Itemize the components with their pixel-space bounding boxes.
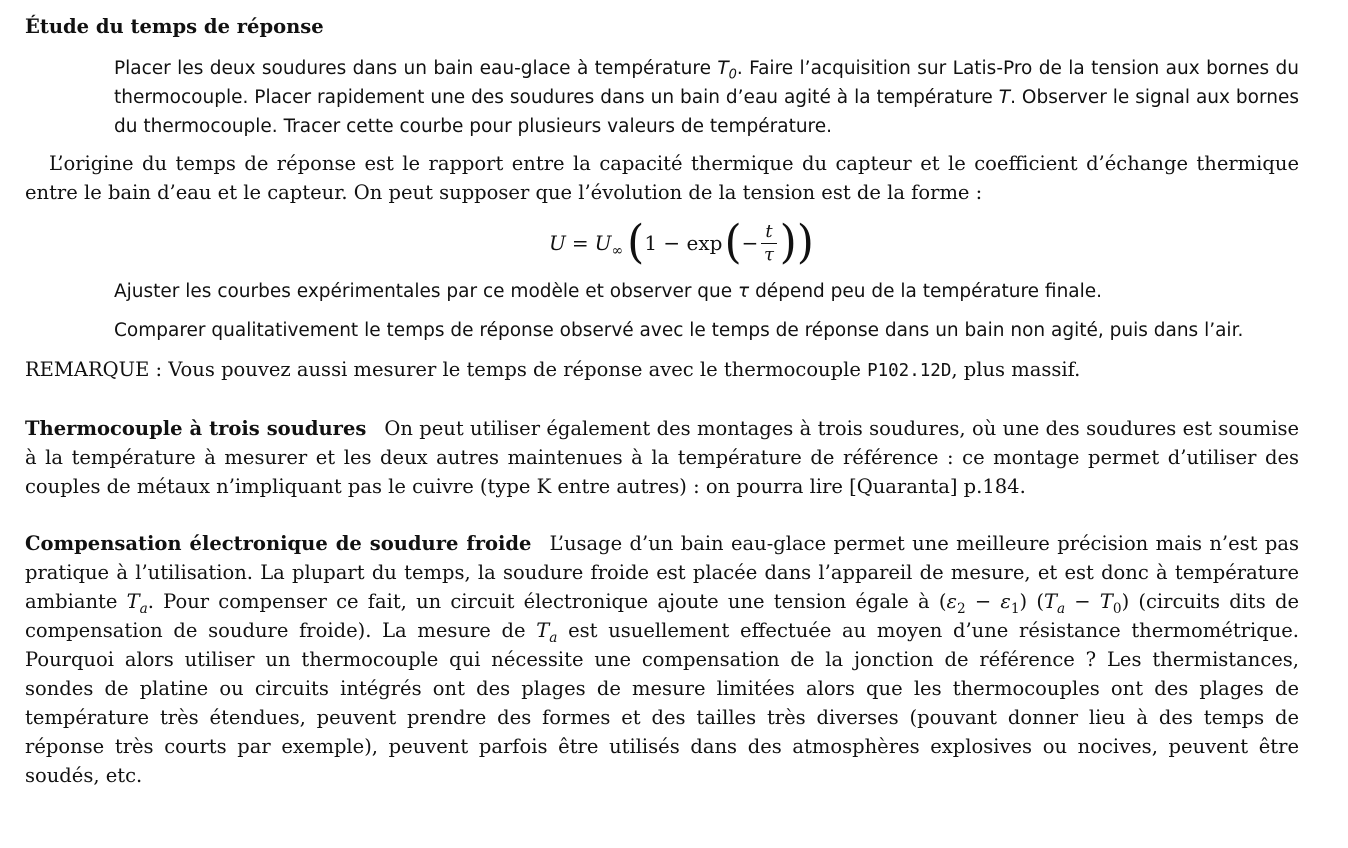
math-var: T: [536, 619, 550, 642]
paragraph-text: (circuits dits de compensation de soudure froide). La mesure de: [25, 590, 1299, 642]
math-denominator: τ: [764, 243, 774, 265]
runin-title: Compensation électronique de soudure froide: [25, 532, 532, 555]
math-numerator: t: [761, 221, 776, 244]
paragraph-text: est usuellement effectuée au moyen d’une résistance thermométrique. Pourquoi alors utiliser un thermocouple qui nécessite une compensation de la jonction de référence ? Les thermistances, sondes de platine ou circuits intégrés ont des plages de mesure limitées alors que les thermocouples ont des plages de température très étendues, peuvent prendre des formes et des tailles très diverses (pouvant donner lieu à des temps de réponse très courts par exemple), peuvent parfois être utilisés dans des atmosphères explosives ou nocives, peuvent être soudés, etc.: [25, 619, 1300, 787]
math-T0: [717, 58, 737, 83]
math-sub: 1: [1010, 600, 1020, 617]
math-paren-close: ): [796, 215, 814, 270]
math-paren-open: (: [627, 215, 645, 270]
math-equals: =: [571, 230, 589, 255]
paragraph-text: L’usage d’un bain eau-glace permet une meilleure précision mais n’est pas pratique à l’utilisation. La plupart du temps, la soudure froide est placée dans l’appareil de mesure, et est donc à température ambiante: [25, 532, 1299, 613]
math-var: T: [717, 58, 729, 79]
math-sub: a: [139, 600, 148, 617]
instruction-text: Ajuster les courbes expérimentales par ce modèle et observer que: [114, 281, 739, 302]
document-page: [25, 12, 1299, 810]
instruction-acquisition: [114, 54, 1299, 141]
math-sub: 0: [1112, 600, 1122, 617]
runin-title: Thermocouple à trois soudures: [25, 417, 367, 440]
math-var: ε: [1000, 590, 1011, 613]
remark-text: REMARQUE : Vous pouvez aussi mesurer le temps de réponse avec le thermocouple: [25, 358, 868, 381]
paragraph-cold-junction: [25, 529, 1299, 790]
math-minus: −: [1065, 590, 1100, 613]
remark: [25, 355, 1299, 386]
paragraph-text: On peut utiliser également des montages à trois soudures, où une des soudures est soumise à la température à mesurer et les deux autres maintenues à la température de référence : ce montage permet d’utiliser des couples de métaux n’impliquant pas le cuivre (type K entre autres) : on pourra lire [Quaranta] p.184.: [25, 417, 1299, 498]
math-minus: −: [741, 230, 759, 255]
math-paren-open-inner: (: [724, 215, 742, 270]
math-sub: 2: [956, 600, 966, 617]
math-sub: a: [1056, 600, 1066, 617]
math-paren-close-inner: ): [779, 215, 797, 270]
math-eps1: [1000, 590, 1020, 617]
section-heading: Étude du temps de réponse: [25, 15, 324, 38]
math-var: U: [594, 230, 612, 255]
math-U-inf: [595, 229, 624, 258]
math-sub: ∞: [611, 242, 624, 259]
math-U: U: [549, 230, 566, 255]
remark-code: P102.12D: [867, 361, 952, 381]
math-fraction: [761, 221, 776, 266]
equation-body: [549, 215, 814, 271]
math-var: T: [1099, 590, 1113, 613]
math-Ta-2: [536, 619, 558, 646]
instruction-text: . Observer le signal aux bornes du thermocouple. Tracer cette courbe pour plusieurs valeurs de température.: [114, 87, 1299, 137]
instruction-fit: [114, 277, 1299, 306]
math-var: ε: [946, 590, 957, 613]
math-eps2: [946, 590, 966, 617]
paragraph-text: . Pour compenser ce fait, un circuit électronique ajoute une tension égale à: [147, 590, 939, 613]
equation-response: [25, 207, 1299, 277]
math-one-minus-exp: 1 − exp: [644, 230, 723, 255]
math-tau: τ: [738, 281, 750, 302]
math-var: T: [126, 590, 140, 613]
instruction-text: Placer les deux soudures dans un bain eau-glace à température: [114, 58, 718, 79]
math-var: T: [1043, 590, 1057, 613]
paragraph-three-junctions: [25, 414, 1299, 501]
instruction-text: . Faire l’acquisition sur Latis-Pro de la tension aux bornes du thermocouple. Placer rapidement une des soudures dans un bain d’eau agité à la température: [114, 58, 1300, 108]
math-minus: −: [965, 590, 1001, 613]
instruction-compare: Comparer qualitativement le temps de réponse observé avec le temps de réponse dans un bain non agité, puis dans l’air.: [114, 320, 1244, 341]
math-T0-expr: [1099, 590, 1122, 617]
math-sub: a: [549, 629, 558, 646]
math-sub: 0: [728, 67, 737, 83]
instruction-text: dépend peu de la température finale.: [749, 281, 1103, 302]
math-T: T: [998, 87, 1011, 108]
math-Ta: [126, 590, 148, 617]
math-expression: $(\varepsilon_2 - \varepsilon_1) (T_a - T_0)$: [938, 590, 1130, 617]
paragraph-origin: L’origine du temps de réponse est le rapport entre la capacité thermique du capteur et le coefficient d’échange thermique entre le bain d’eau et le capteur. On peut supposer que l’évolution de la tension est de la forme :: [25, 152, 1299, 204]
math-Ta-expr: [1043, 590, 1066, 617]
remark-text: , plus massif.: [951, 358, 1081, 381]
